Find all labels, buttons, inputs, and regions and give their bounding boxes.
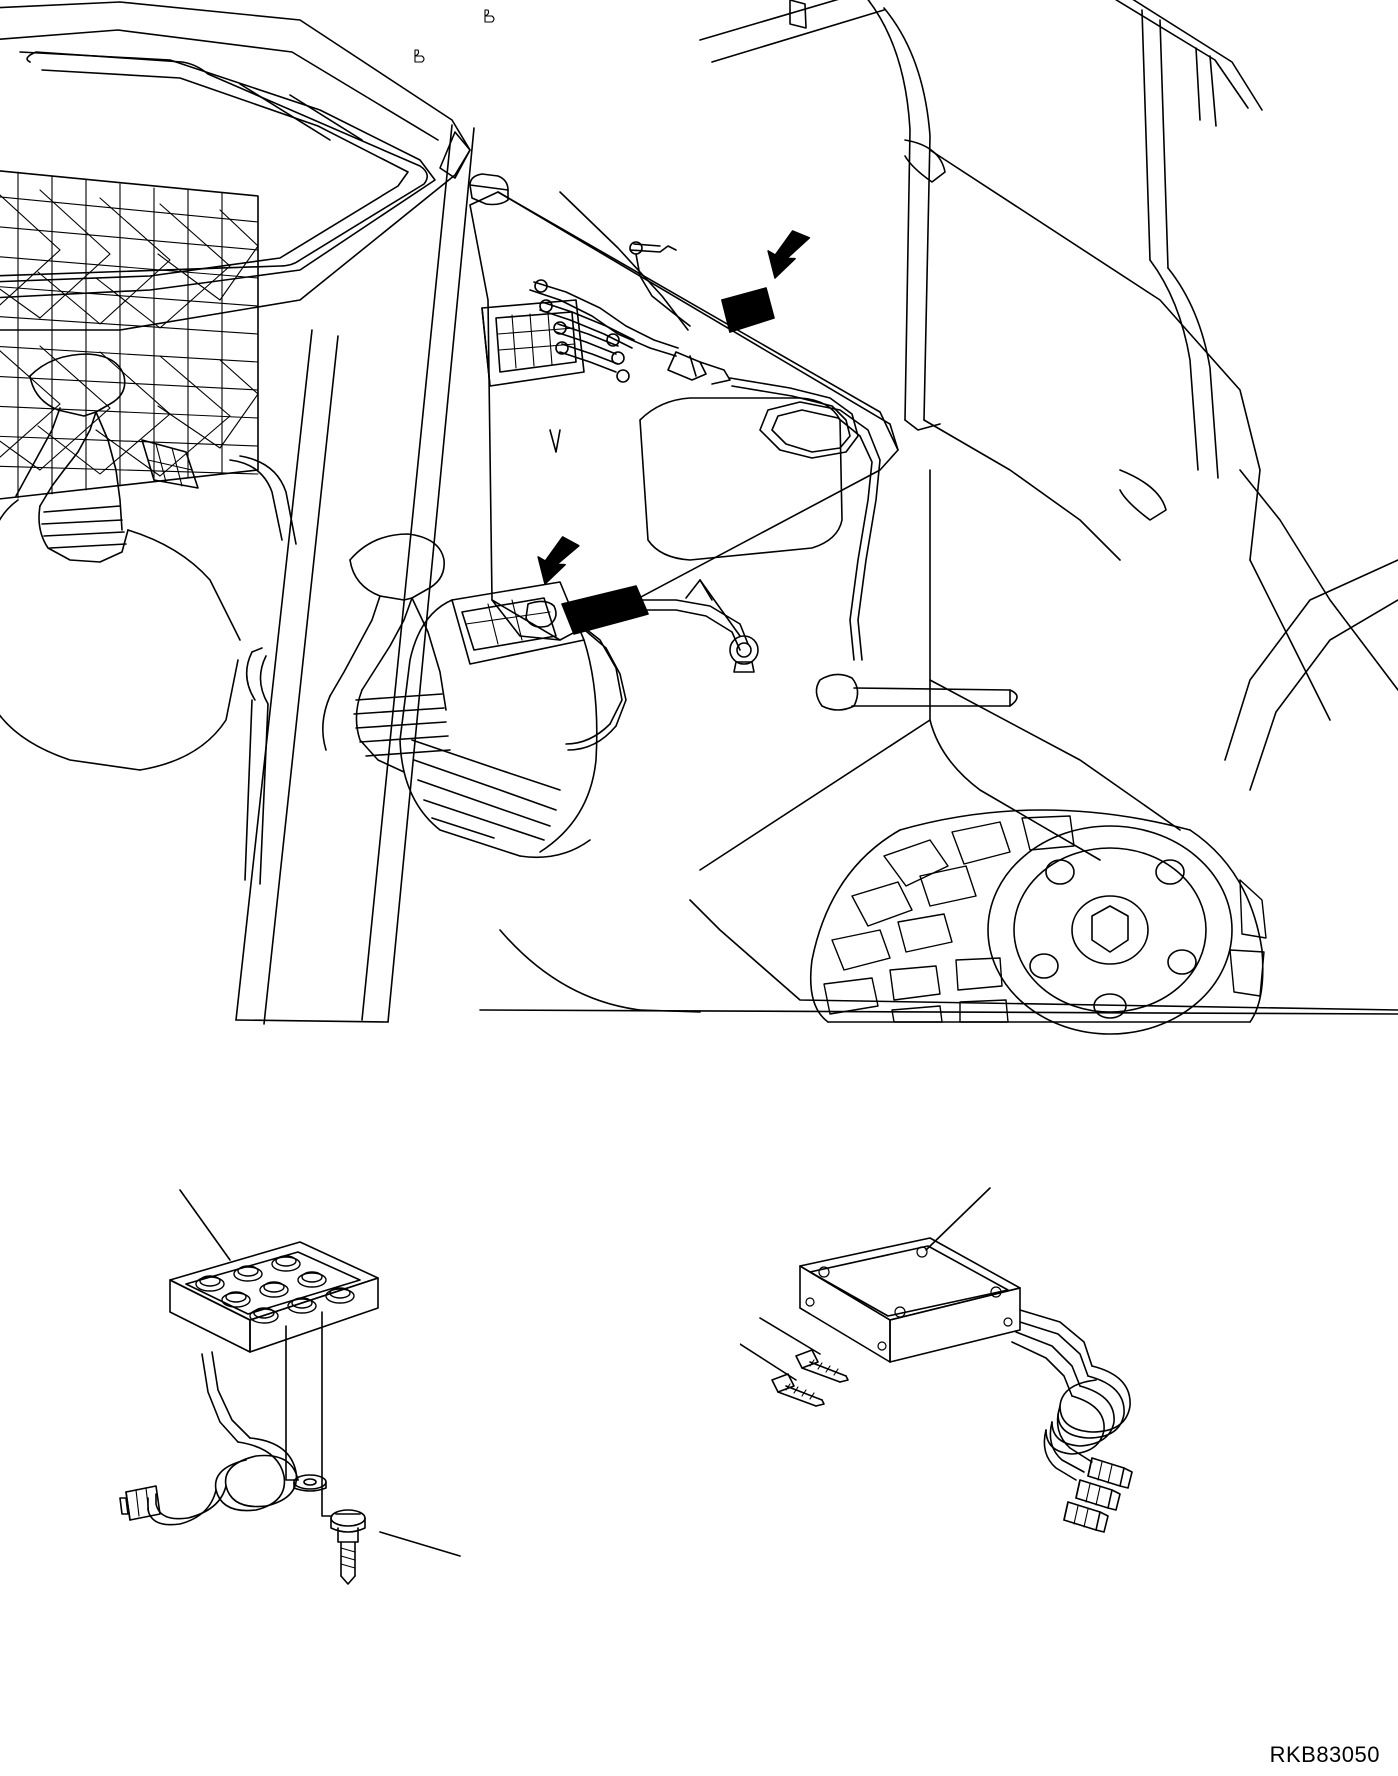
machine-body-right [480, 10, 1398, 1014]
control-switch-block [482, 300, 584, 386]
screw-upper [796, 1350, 848, 1382]
rear-mesh-grille [0, 170, 258, 500]
screw [331, 1510, 365, 1584]
loader-arm-pivot [816, 674, 1017, 710]
controller-mounting-screws [740, 1318, 848, 1406]
controller-harness [1012, 1310, 1132, 1532]
rear-tire [811, 810, 1266, 1034]
switch-panel-body [170, 1242, 378, 1352]
harness-connectors-detail [1064, 1458, 1132, 1532]
switch-panel-component-highlight [532, 532, 648, 634]
controller-component-highlight [722, 226, 810, 332]
switch-panel-cable [120, 1352, 298, 1525]
mounting-hardware [286, 1312, 460, 1584]
detail-switch-panel [60, 1180, 620, 1700]
detail-views-row [0, 1180, 1398, 1700]
controller-box-body [800, 1238, 1020, 1362]
drawing-number: RKB83050 [1269, 1742, 1380, 1767]
screw-lower [772, 1374, 824, 1406]
cab-canopy [0, 2, 470, 330]
reference-marks [415, 10, 494, 62]
right-joystick-assembly [323, 534, 597, 857]
detail-controller-box [740, 1180, 1340, 1700]
